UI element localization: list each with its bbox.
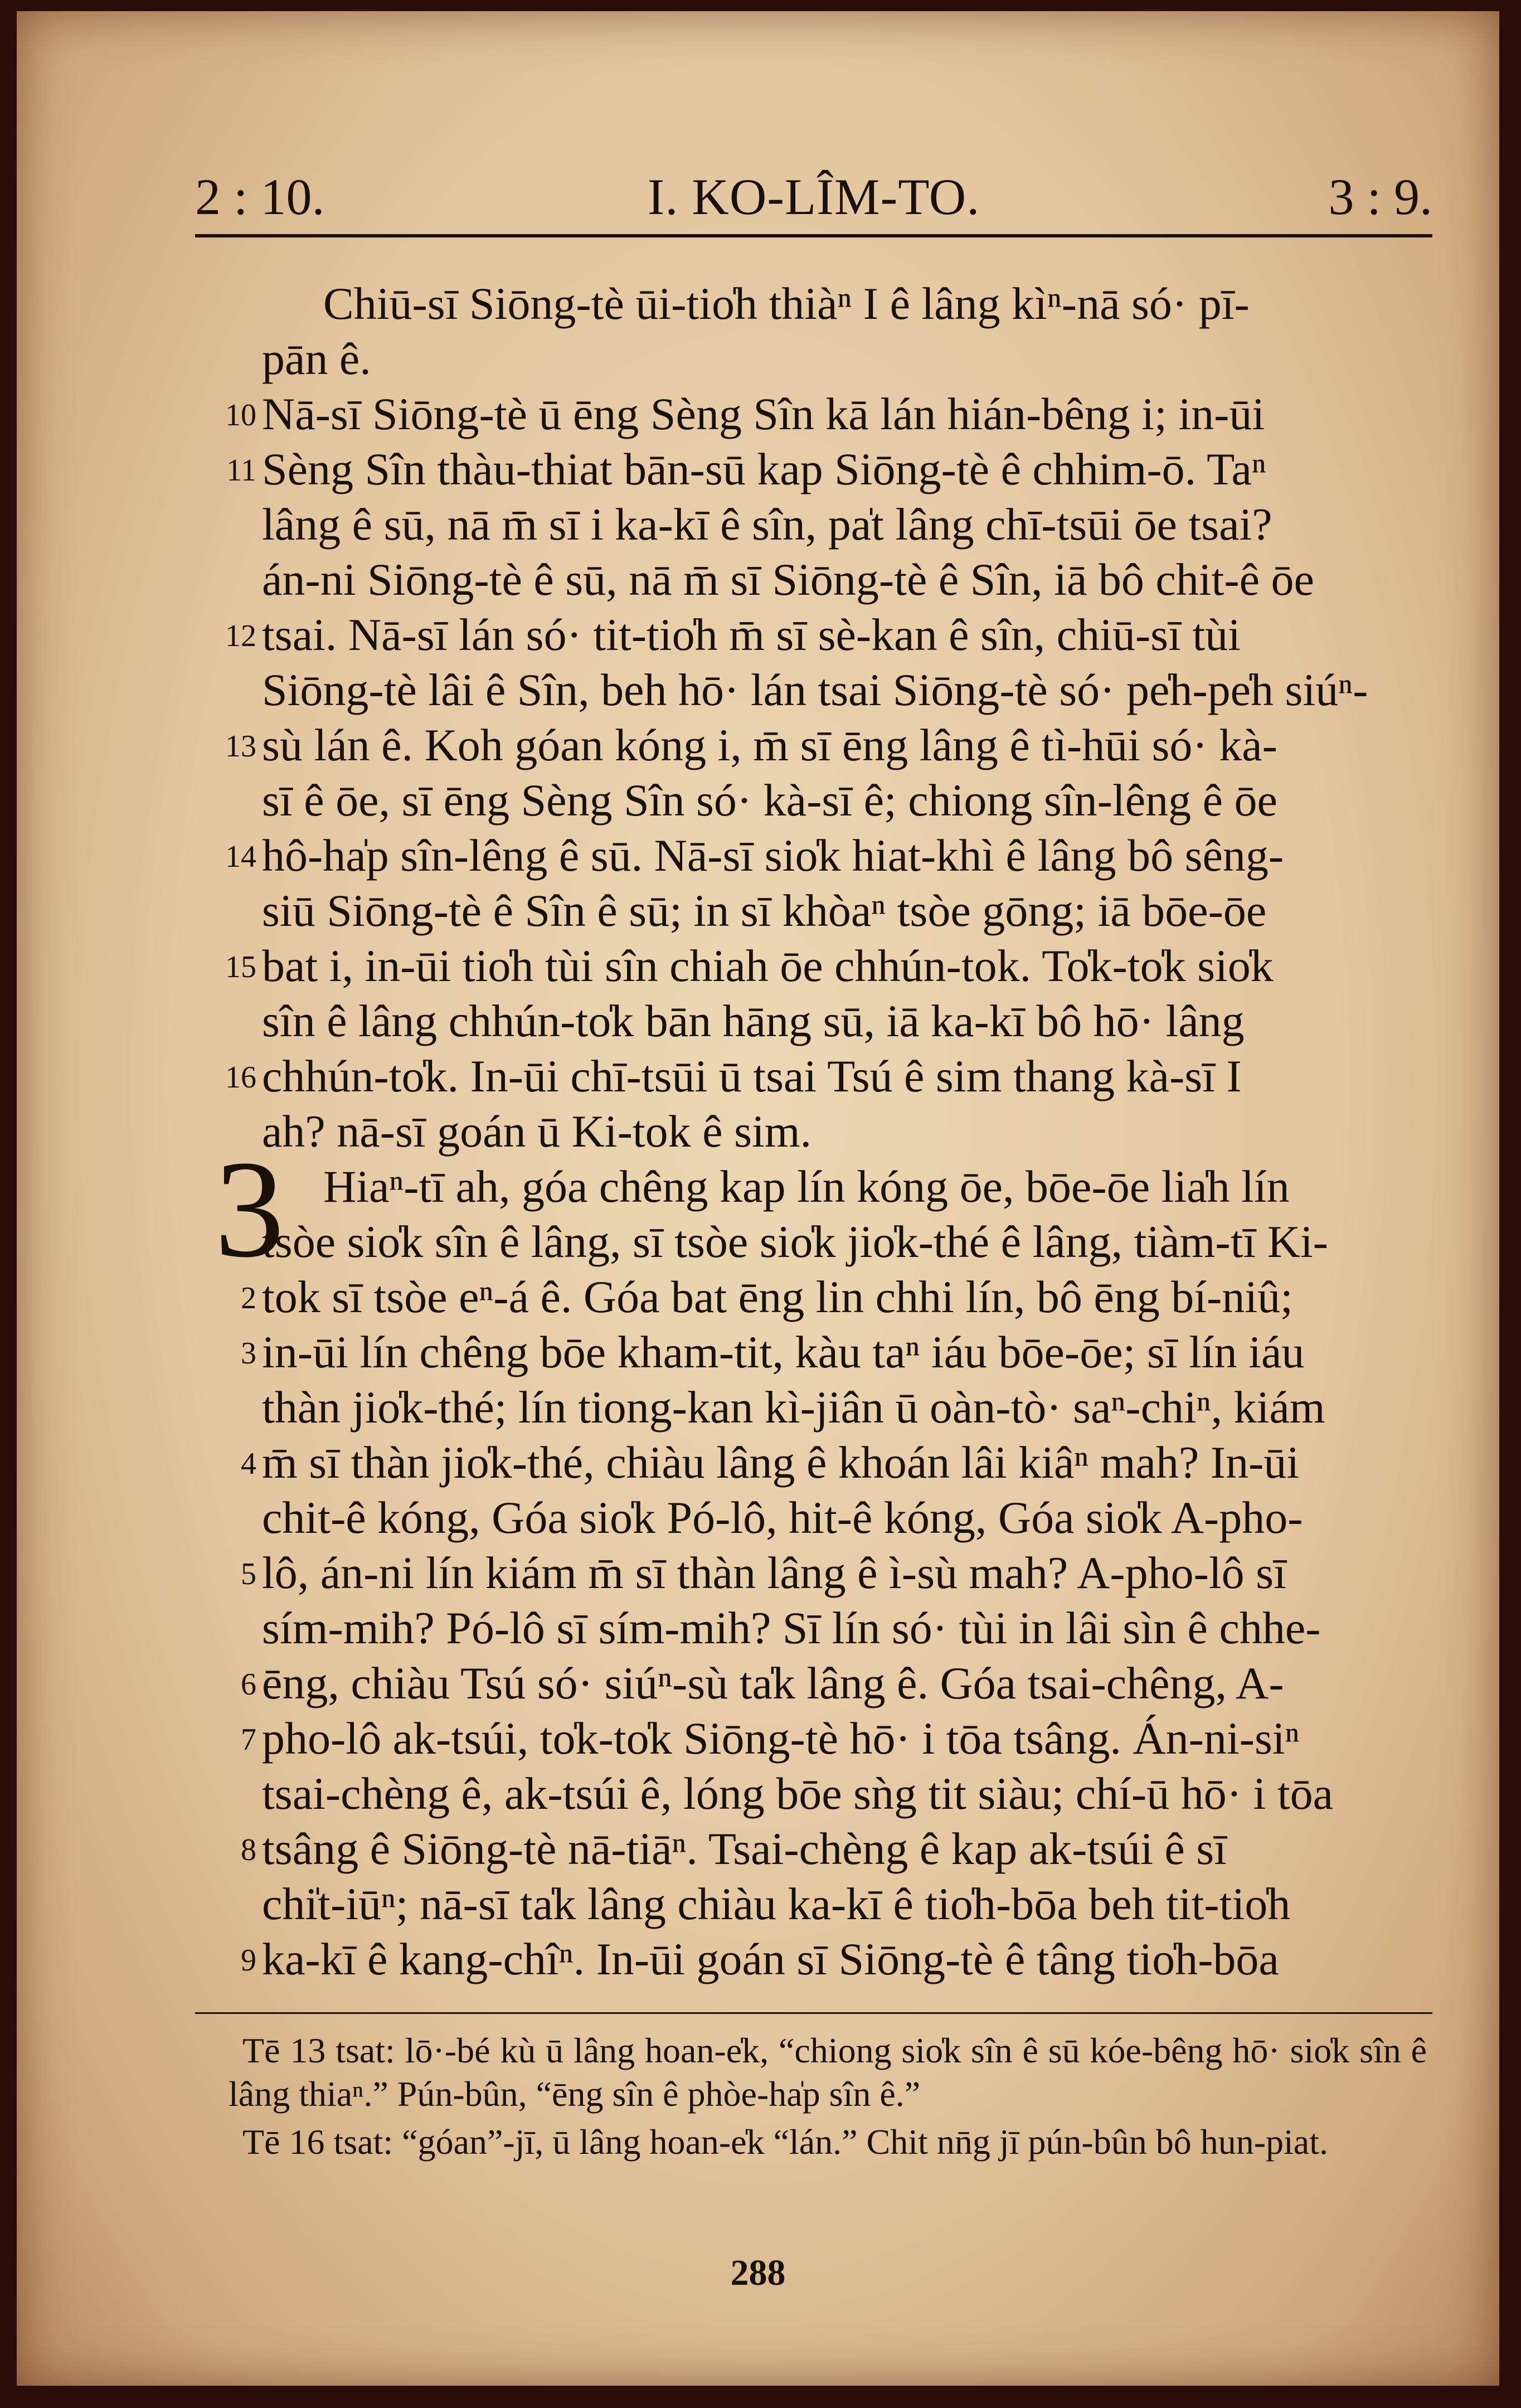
book-page: [17, 11, 1499, 2386]
verse-number: 5: [241, 1557, 256, 1591]
text-line: in-ūi lín chêng bōe kham-tit, kàu taⁿ iáu bōe-ōe; sī lín iáu: [262, 1327, 1305, 1377]
text-line: m̄ sī thàn jio̍k-thé, chiàu lâng ê khoán lâi kiâⁿ mah? In-ūi: [262, 1437, 1300, 1488]
verse-number: 16: [225, 1060, 256, 1095]
text-line: Chiū-sī Siōng-tè ūi-tio̍h thiàⁿ I ê lâng kìⁿ-nā só· pī-: [323, 278, 1250, 329]
text-line: ka-kī ê kang-chîⁿ. In-ūi goán sī Siōng-tè ê tâng tio̍h-bōa: [262, 1934, 1279, 1984]
verse-number: 8: [241, 1833, 256, 1867]
text-line: hô-ha̍p sîn-lêng ê sū. Nā-sī sio̍k hiat-khì ê lâng bô sêng-: [262, 830, 1284, 881]
text-line: pān ê.: [262, 333, 371, 384]
verse-number: 4: [241, 1446, 256, 1481]
verse-number: 2: [241, 1281, 256, 1315]
header-end-reference: 3 : 9.: [1328, 168, 1432, 225]
text-line: sī ê ōe, sī ēng Sèng Sîn só· kà-sī ê; chiong sîn-lêng ê ōe: [262, 775, 1277, 826]
running-header: [195, 167, 1432, 229]
text-line: chi̍t-iūⁿ; nā-sī ta̍k lâng chiàu ka-kī ê tio̍h-bōa beh tit-tio̍h: [262, 1878, 1291, 1929]
text-line: Nā-sī Siōng-tè ū ēng Sèng Sîn kā lán hián-bêng i; in-ūi: [262, 389, 1265, 439]
verse-number: 9: [241, 1943, 256, 1978]
footnote-rule: [195, 2012, 1432, 2014]
text-line: pho-lô ak-tsúi, to̍k-to̍k Siōng-tè hō· i tōa tsâng. Án-ni-siⁿ: [262, 1713, 1300, 1764]
footnote: Tē 13 tsat: lō·-bé kù ū lâng hoan-e̍k, “chiong sio̍k sîn ê sū kóe-bêng hō· sio̍k sîn ê lâng thiaⁿ.” Pún-bûn, “ēng sîn ê phòe-ha̍p sîn ê.”: [229, 2031, 1427, 2114]
text-line: sím-mih? Pó-lô sī sím-mih? Sī lín só· tùi in lâi sìn ê chhe-: [262, 1603, 1321, 1653]
text-line: tsai-chèng ê, ak-tsúi ê, lóng bōe sǹg tit siàu; chí-ū hō· i tōa: [262, 1768, 1333, 1819]
verse-number: 13: [225, 729, 256, 764]
header-book-title: I. KO-LÎM-TO.: [647, 168, 980, 225]
text-line: tsai. Nā-sī lán só· tit-tio̍h m̄ sī sè-kan ê sîn, chiū-sī tùi: [262, 609, 1241, 660]
footnotes: [229, 2029, 1427, 2168]
verse-number: 14: [225, 839, 256, 874]
verse-number: 12: [225, 619, 256, 653]
chapter-number: 3: [215, 1132, 284, 1286]
text-line: lô, án-ni lín kiám m̄ sī thàn lâng ê ì-sù mah? A-pho-lô sī: [262, 1547, 1286, 1598]
verse-number: 3: [241, 1336, 256, 1371]
verse-number: 6: [241, 1667, 256, 1702]
verse-number: 11: [226, 453, 256, 488]
text-line: Hiaⁿ-tī ah, góa chêng kap lín kóng ōe, bōe-ōe lia̍h lín: [323, 1161, 1290, 1212]
header-start-reference: 2 : 10.: [195, 168, 325, 225]
text-line: ah? nā-sī goán ū Ki-tok ê sim.: [262, 1106, 812, 1157]
text-line: Siōng-tè lâi ê Sîn, beh hō· lán tsai Siōng-tè só· pe̍h-pe̍h siúⁿ-: [262, 664, 1368, 715]
text-line: tsòe sio̍k sîn ê lâng, sī tsòe sio̍k jio̍k-thé ê lâng, tiàm-tī Ki-: [262, 1216, 1329, 1267]
page-number: 288: [730, 2252, 786, 2293]
text-line: lâng ê sū, nā m̄ sī i ka-kī ê sîn, pa̍t lâng chī-tsūi ōe tsai?: [262, 499, 1272, 550]
verse-number: 10: [225, 398, 256, 433]
header-rule: [195, 234, 1432, 237]
footnote: Tē 16 tsat: “góan”-jī, ū lâng hoan-e̍k “lán.” Chit nn̄g jī pún-bûn bô hun-piat.: [242, 2122, 1328, 2162]
verse-number: 7: [241, 1722, 256, 1757]
text-line: tsâng ê Siōng-tè nā-tiāⁿ. Tsai-chèng ê kap ak-tsúi ê sī: [262, 1823, 1227, 1874]
text-line: ēng, chiàu Tsú só· siúⁿ-sù ta̍k lâng ê. Góa tsai-chêng, A-: [262, 1658, 1284, 1708]
text-line: chit-ê kóng, Góa sio̍k Pó-lô, hit-ê kóng, Góa sio̍k A-pho-: [262, 1492, 1303, 1543]
text-line: tok sī tsòe eⁿ-á ê. Góa bat ēng lin chhi lín, bô ēng bí-niû;: [262, 1271, 1293, 1322]
scripture-text: [262, 276, 1432, 1987]
text-line: bat i, in-ūi tio̍h tùi sîn chiah ōe chhún-tok. To̍k-to̍k sio̍k: [262, 940, 1274, 991]
text-line: Sèng Sîn thàu-thiat bān-sū kap Siōng-tè ê chhim-ō. Taⁿ: [262, 444, 1266, 494]
text-line: chhún-to̍k. In-ūi chī-tsūi ū tsai Tsú ê sim thang kà-sī I: [262, 1051, 1242, 1101]
text-line: thàn jio̍k-thé; lín tiong-kan kì-jiân ū oàn-tò· saⁿ-chiⁿ, kiám: [262, 1382, 1325, 1433]
text-line: án-ni Siōng-tè ê sū, nā m̄ sī Siōng-tè ê Sîn, iā bô chit-ê ōe: [262, 554, 1314, 605]
text-line: sù lán ê. Koh góan kóng i, m̄ sī ēng lâng ê tì-hūi só· kà-: [262, 720, 1277, 770]
verse-number: 15: [225, 950, 256, 984]
text-line: sîn ê lâng chhún-to̍k bān hāng sū, iā ka-kī bô hō· lâng: [262, 996, 1245, 1046]
text-line: siū Siōng-tè ê Sîn ê sū; in sī khòaⁿ tsòe gōng; iā bōe-ōe: [262, 885, 1267, 936]
